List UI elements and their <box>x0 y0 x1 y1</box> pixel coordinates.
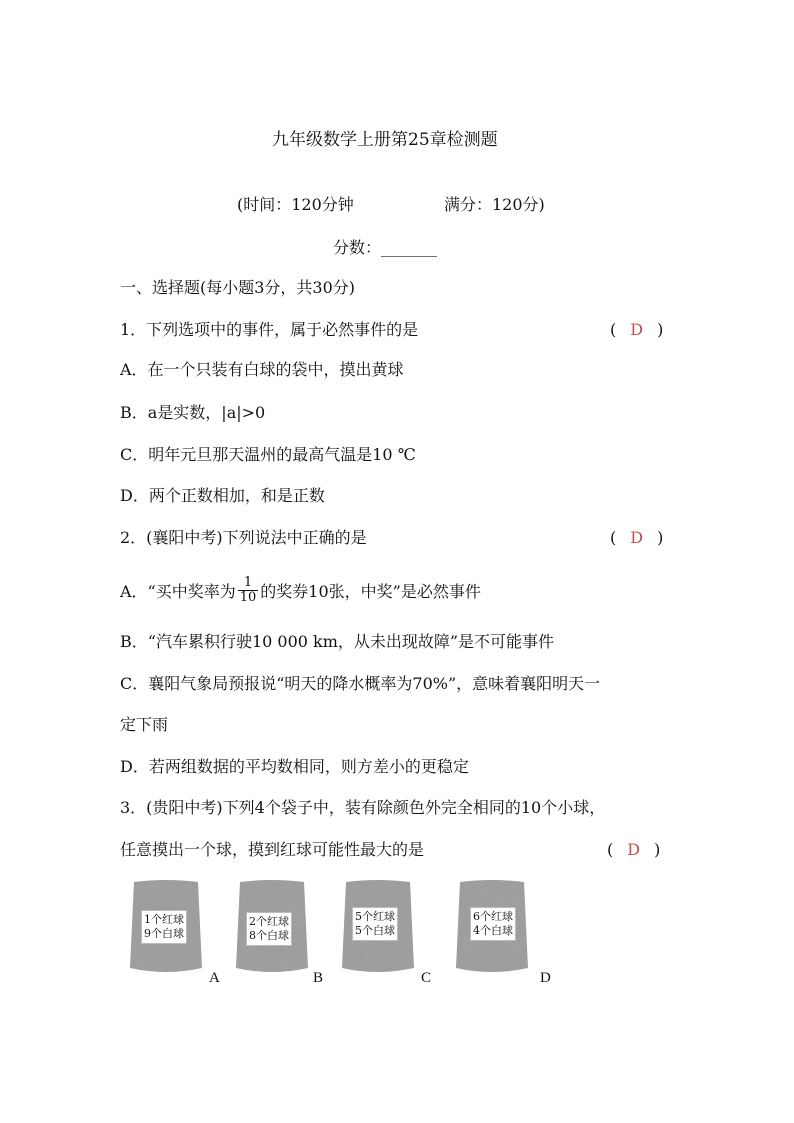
score-info: 满分：120分) <box>444 195 545 214</box>
q3-stem-line1: 3．(贵阳中考)下列4个袋子中，装有除颜色外完全相同的10个小球， <box>120 798 606 817</box>
q3-stem-line2: 任意摸出一个球，摸到红球可能性最大的是 <box>120 840 425 859</box>
bag-letter-a: A <box>209 970 220 986</box>
bag-a-white: 9个白球 <box>144 927 184 940</box>
bag-letter-d: D <box>540 970 551 986</box>
q2-option-b: B．“汽车累积行驶10 000 km，从未出现故障”是不可能事件 <box>120 632 555 651</box>
q2-option-c-line1: C．襄阳气象局预报说“明天的降水概率为70%”，意味着襄阳明天一 <box>120 674 601 693</box>
page-title: 九年级数学上册第25章检测题 <box>272 130 498 150</box>
q1-option-b: B．a是实数，|a|>0 <box>120 403 266 422</box>
fraction <box>238 576 259 605</box>
bag-c-red: 5个红球 <box>355 910 395 923</box>
bag-label-d <box>470 907 516 941</box>
bag-b-white: 8个白球 <box>249 929 289 942</box>
q2-option-a-post: 的奖券10张，中奖”是必然事件 <box>260 582 481 601</box>
bag-label-c <box>352 907 398 941</box>
q1-option-c: C．明年元旦那天温州的最高气温是10 ℃ <box>120 445 416 464</box>
q2-answer: D <box>630 528 644 547</box>
q1-option-d: D．两个正数相加，和是正数 <box>120 486 325 505</box>
q1-answer-box: ( D ) <box>610 320 664 339</box>
q2-stem: 2．(襄阳中考)下列说法中正确的是 <box>120 528 367 547</box>
q3-answer: D <box>627 840 641 859</box>
q3-answer-box: ( D ) <box>607 840 661 859</box>
q2-option-a <box>120 575 481 607</box>
fraction-denominator: 10 <box>239 590 257 605</box>
fraction-numerator: 1 <box>238 576 259 591</box>
q2-option-d: D．若两组数据的平均数相同，则方差小的更稳定 <box>120 757 469 776</box>
section-heading: 一、选择题(每小题3分，共30分) <box>120 278 356 297</box>
bag-label-b <box>246 912 292 946</box>
bag-d-red: 6个红球 <box>473 910 513 923</box>
q1-answer: D <box>630 320 644 339</box>
bag-letter-c: C <box>421 970 432 986</box>
q2-option-a-pre: A．“买中奖率为 <box>120 582 236 601</box>
q2-answer-box: ( D ) <box>610 528 664 547</box>
q2-option-c-line2: 定下雨 <box>120 715 169 734</box>
q1-option-a: A．在一个只装有白球的袋中，摸出黄球 <box>120 360 404 379</box>
bag-letter-b: B <box>313 970 324 986</box>
bag-a-red: 1个红球 <box>144 913 184 926</box>
time-info: (时间：120分钟 <box>237 195 354 214</box>
bag-b-red: 2个红球 <box>249 915 289 928</box>
bag-d-white: 4个白球 <box>473 924 513 937</box>
q1-stem: 1．下列选项中的事件，属于必然事件的是 <box>120 320 419 339</box>
grade-field: 分数：_______ <box>333 238 438 257</box>
bag-label-a <box>141 910 187 944</box>
bag-c-white: 5个白球 <box>355 924 395 937</box>
